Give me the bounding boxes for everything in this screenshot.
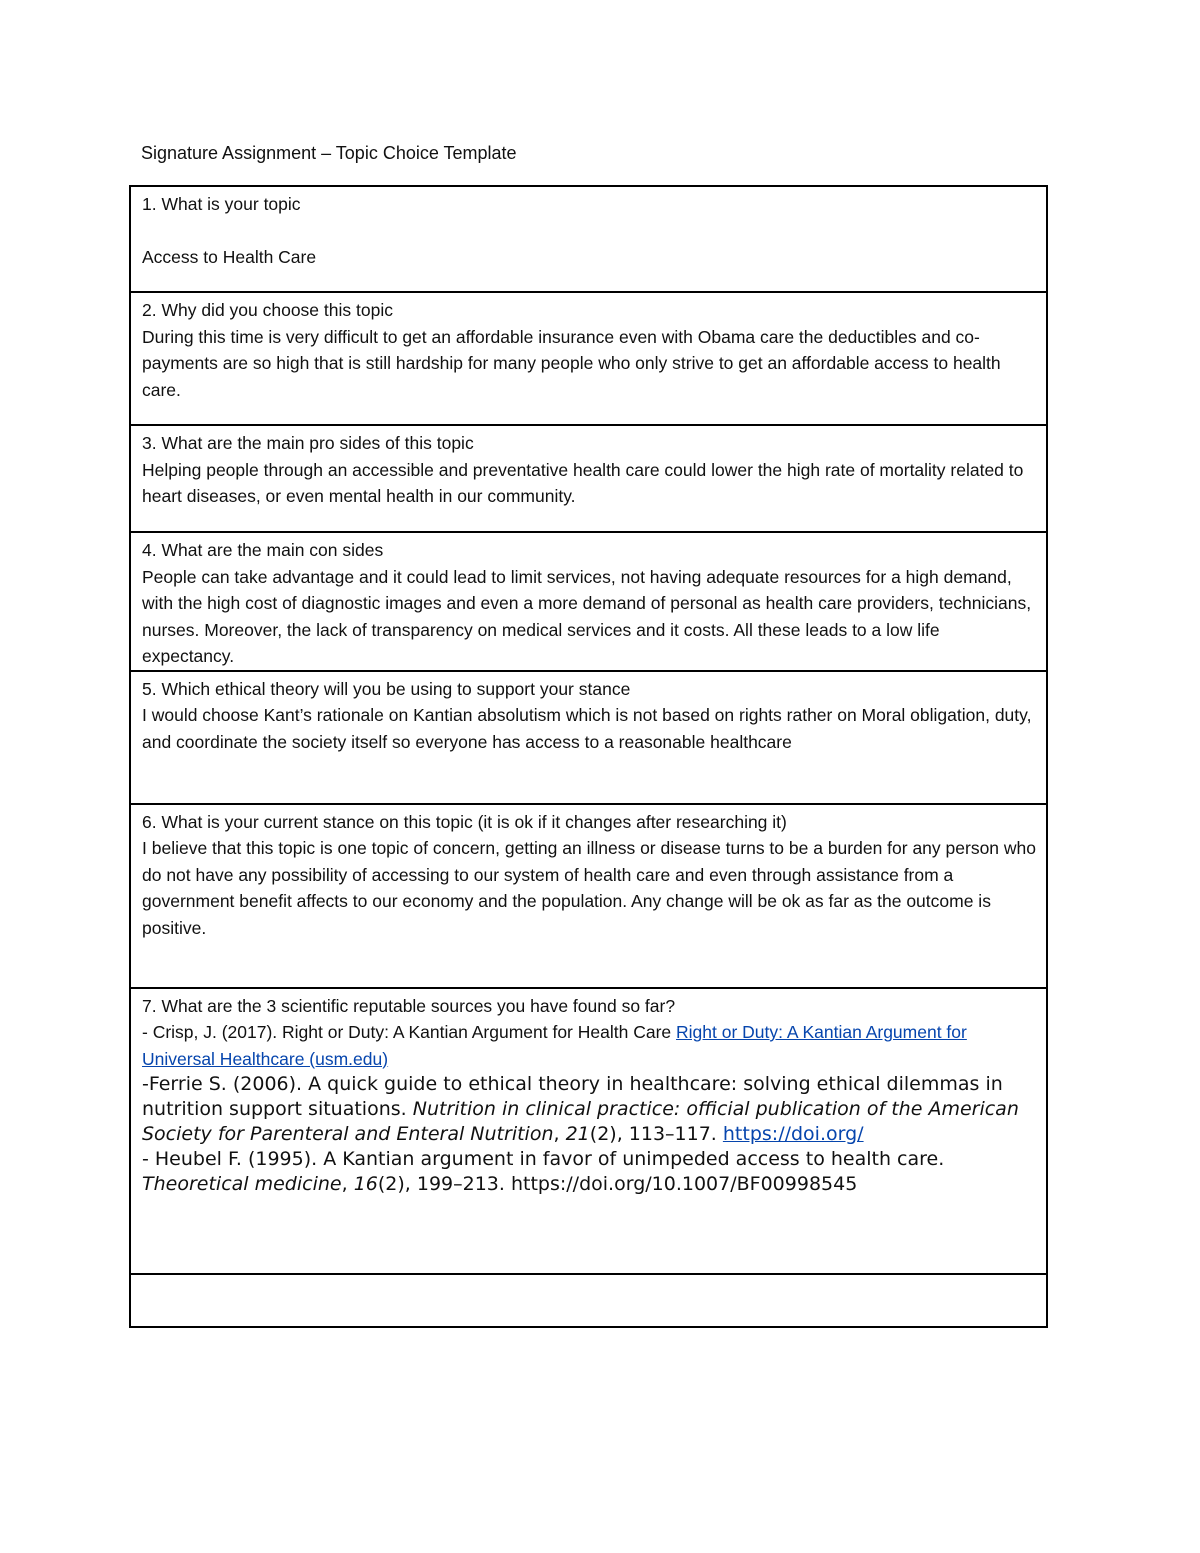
row-sources — [130, 988, 1047, 1274]
source-ferrie-volume: 21 — [565, 1123, 590, 1145]
page-title: Signature Assignment – Topic Choice Template — [141, 143, 517, 163]
question-label: 6. What is your current stance on this topic (it is ok if it changes after researching it) — [142, 811, 787, 832]
source-heubel-journal: Theoretical medicine — [142, 1173, 342, 1195]
row-topic — [130, 186, 1047, 292]
answer-text: People can take advantage and it could lead to limit services, not having adequate resources for a high demand, with the high cost of diagnostic images and even a more demand of personal as health care providers, technicians, nurses. Moreover, the lack of transparency on medical services and it costs. All these leads to a low life expectancy. — [142, 566, 1032, 666]
question-label: 7. What are the 3 scientific reputable sources you have found so far? — [142, 995, 676, 1016]
answer-text: I believe that this topic is one topic of concern, getting an illness or disease turns to be a burden for any person who do not have any possibility of accessing to our system of health care and even through assistance from a government benefit affects to our economy and the population. Any change will be ok as far as the outcome is positive. — [142, 838, 1037, 938]
answer-text: Access to Health Care — [142, 246, 317, 267]
table-row — [130, 804, 1047, 988]
row-ethical-theory — [130, 671, 1047, 804]
source-heubel-sep: , — [341, 1173, 354, 1195]
source-crisp-text: - Crisp, J. (2017). Right or Duty: A Kantian Argument for Health Care — [142, 1022, 676, 1042]
source-crisp — [142, 1019, 1036, 1072]
question-label: 4. What are the main con sides — [142, 540, 384, 560]
source-ferrie — [142, 1072, 1036, 1147]
table-row — [130, 186, 1047, 292]
question-label: 1. What is your topic — [142, 194, 301, 214]
table-row — [130, 671, 1047, 804]
row-pro — [130, 425, 1047, 532]
table-row — [130, 532, 1047, 671]
table-row — [130, 425, 1047, 532]
answer-text: Helping people through an accessible and preventative health care could lower the high rate of mortality related to heart diseases, or even mental health in our community. — [142, 459, 1024, 506]
source-heubel-volume: 16 — [353, 1173, 378, 1195]
row-empty — [130, 1274, 1047, 1327]
source-ferrie-journal: Nutrition in clinical practice: official publication of the American Society for Parenteral and Enteral Nutrition — [142, 1098, 1019, 1145]
row-con — [130, 532, 1047, 671]
answer-text: I would choose Kant’s rationale on Kantian absolutism which is not based on rights rather on Moral obligation, duty, and coordinate the society itself so everyone has access to a reasonable healthcare — [142, 705, 1032, 752]
table-row — [130, 1274, 1047, 1327]
source-heubel — [142, 1147, 1036, 1197]
source-ferrie-sep: , — [553, 1123, 566, 1145]
source-ferrie-pages: (2), 113–117. — [589, 1123, 723, 1145]
table-row — [130, 292, 1047, 425]
source-ferrie-link[interactable]: https://doi.org/ — [722, 1123, 864, 1145]
source-heubel-text: - Heubel F. (1995). A Kantian argument in favor of unimpeded access to health care. — [142, 1148, 945, 1170]
topic-template-table — [129, 185, 1048, 1328]
row-why — [130, 292, 1047, 425]
source-crisp-link[interactable]: Right or Duty: A Kantian Argument for Universal Healthcare (usm.edu) — [142, 1022, 967, 1069]
question-label: 3. What are the main pro sides of this topic — [142, 433, 474, 453]
source-ferrie-text: -Ferrie S. (2006). A quick guide to ethical theory in healthcare: solving ethical dilemmas in nutrition support situations. — [142, 1073, 1003, 1120]
question-label: 5. Which ethical theory will you be using to support your stance — [142, 678, 631, 699]
answer-text: During this time is very difficult to get an affordable insurance even with Obama care the deductibles and co-payments are so high that is still hardship for many people who only strive to get an affordable access to health care. — [142, 326, 1001, 400]
question-label: 2. Why did you choose this topic — [142, 300, 393, 320]
row-stance — [130, 804, 1047, 988]
table-row — [130, 988, 1047, 1274]
source-heubel-pages: (2), 199–213. https://doi.org/10.1007/BF00998545 — [377, 1173, 858, 1195]
